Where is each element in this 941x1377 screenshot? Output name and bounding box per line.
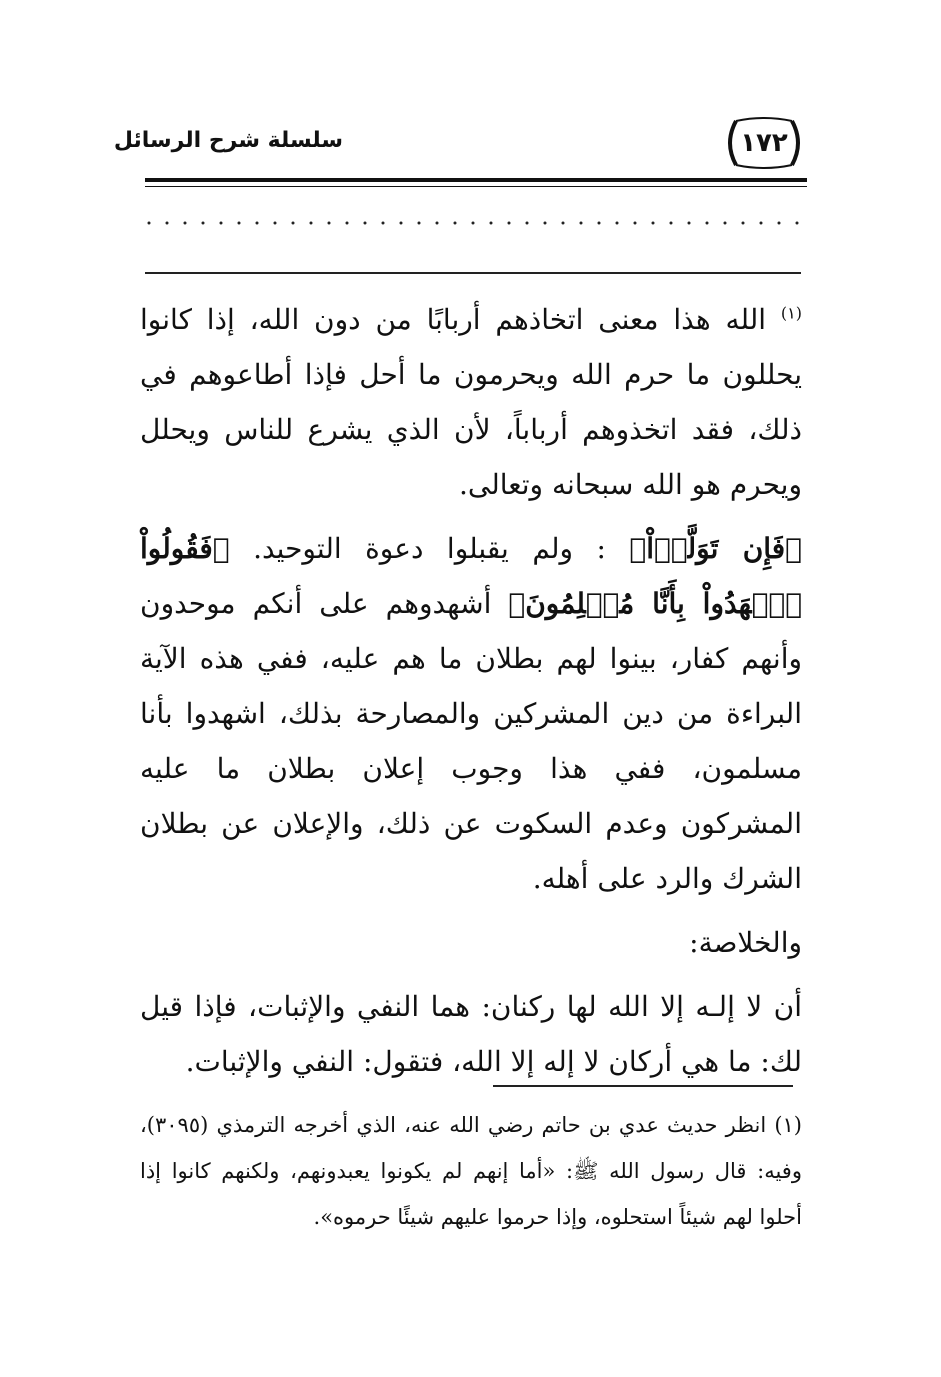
header-rule-thin [145,186,807,187]
paragraph-2-text-1: : ولم يقبلوا دعوة التوحيد. [253,532,606,565]
running-header-title: سلسلة شرح الرسائل [113,128,343,153]
page-number-badge [722,117,806,169]
dotted-separator [145,208,807,238]
quran-verse-1: ﴿فَإِن تَوَلَّوۡاْ﴾ [629,532,802,565]
page-number: ١٧٢ [740,128,788,158]
footnote-rule [493,1085,793,1087]
footnote-marker: (١) [780,303,802,323]
paragraph-2-text-2: أشهدوهم على أنكم موحدون وأنهم كفار، بينوا لهم بطلان ما هم عليه، ففي هذه الآية البراءة من دين المشركين والمصارحة بذلك، اشهدوا بأنا مسلمون، ففي هذا وجوب إعلان بطلان ما عليه المشركون وعدم السكوت عن ذلك، والإعلان عن بطلان الشرك والرد على أهله. [140,587,802,895]
paragraph-1 [140,292,802,512]
main-text [140,292,802,1089]
header-rule-thick [145,178,807,182]
section-rule [145,272,801,274]
summary-heading: والخلاصة: [689,926,802,959]
footnote-text: (١) انظر حديث عدي بن حاتم رضي الله عنه، الذي أخرجه الترمذي (٣٠٩٥)، وفيه: قال رسول الله ﷺ: «أما إنهم لم يكونوا يعبدونهم، ولكنهم كانوا إذا أحلوا لهم شيئاً استحلوه، وإذا حرموا عليهم شيئًا حرموه». [140,1113,802,1229]
paragraph-1-text: الله هذا معنى اتخاذهم أربابًا من دون الله، إذا كانوا يحللون ما حرم الله ويحرمون ما أحل فإذا أطاعوهم في ذلك، فقد اتخذوهم أرباباً، لأن الذي يشرع للناس ويحلل ويحرم هو الله سبحانه وتعالى. [140,303,802,501]
paragraph-4: أن لا إلـه إلا الله لها ركنان: هما النفي والإثبات، فإذا قيل لك: ما هي أركان لا إله إلا الله، فتقول: النفي والإثبات. [140,990,802,1078]
paragraph-2 [140,521,802,906]
footnote [140,1102,802,1240]
quran-verse-2: ﴿فَقُولُواْ ٱشۡهَدُواْ بِأَنَّا مُسۡلِمُونَ﴾ [140,532,802,620]
